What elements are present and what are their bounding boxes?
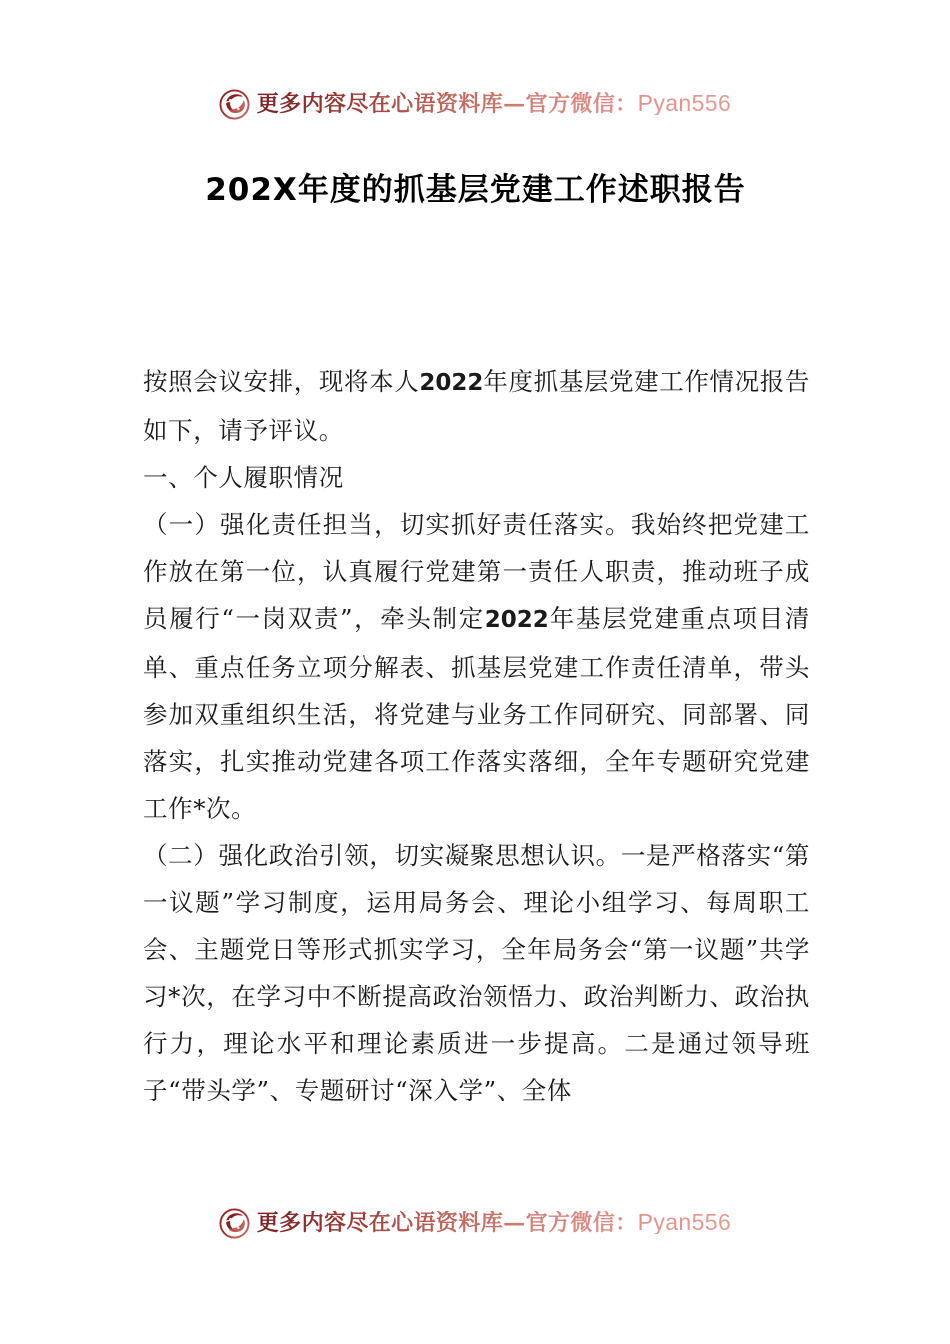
paragraph-section-1-2 [143,832,810,1114]
watermark-text-cn: 更多内容尽在心语资料库—官方微信： [256,91,638,117]
watermark-text [257,92,731,115]
paragraph-intro [143,358,810,454]
inline-number: 2022 [419,370,484,396]
inline-text: （二）强化政治引领，切实凝聚思想认识。一是严格落实“第一议题”学习制度，运用局务会、理论小组学习、每周职工会、主题党日等形式抓实学习，全年局务会“第一议题”共学习*次，在学习中不断提高政治领悟力、政治判断力、政治执行力，理论水平和理论素质进一步提高。二是通过领导班子“带头学”、专题研讨“深入学”、全体 [143,841,810,1105]
watermark-wechat-id: Pyan556 [637,90,732,116]
watermark-text [257,1211,731,1234]
inline-text: 年基层党建重点项目清单、重点任务立项分解表、抓基层党建工作责任清单，带头参加双重组织生活，将党建与业务工作同研究、同部署、同落实，扎实推动党建各项工作落实落细，全年专题研究党建工作*次。 [143,604,811,823]
inline-text: 一、个人履职情况 [143,463,344,492]
paragraph-section-1-1 [143,501,810,832]
page-bottom-mask [0,1136,950,1196]
paragraph-heading-1 [143,454,810,501]
fish-swirl-logo-icon [219,89,250,120]
watermark-wechat-id: Pyan556 [637,1209,732,1235]
inline-text: （一）强化责任担当，切实抓好责任落实。我始终把党建工作放在第一位，认真履行党建第一责任人职责，推动班子成员履行“一岗双责”，牵头制定 [143,510,810,633]
document-body [143,358,810,1114]
page-title-year: 202X [205,172,298,208]
inline-number: 2022 [484,607,549,633]
page-title-text: 年度的抓基层党建工作述职报告 [297,172,746,208]
watermark-top [0,88,950,119]
watermark-text-cn: 更多内容尽在心语资料库—官方微信： [256,1210,638,1236]
inline-text: 年度抓基层党建工作情况报告如下，请予评议。 [143,367,810,445]
watermark-bottom [0,1207,950,1238]
inline-text: 按照会议安排，现将本人 [143,367,420,396]
page-title [143,167,808,213]
fish-swirl-logo-icon [219,1208,250,1239]
